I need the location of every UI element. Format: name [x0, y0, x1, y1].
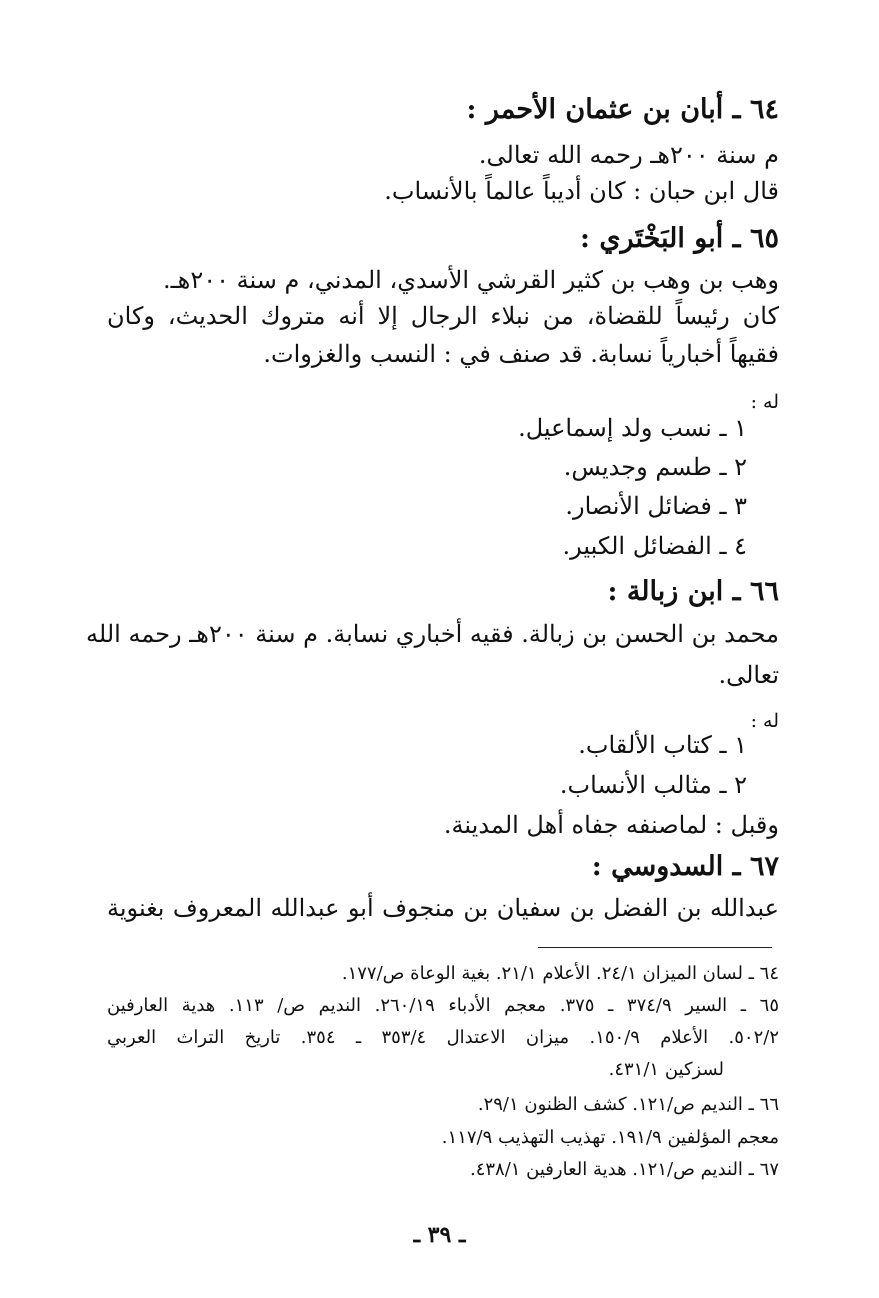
entry-64-death-line: م سنة ٢٠٠هـ رحمه الله تعالى. [478, 141, 779, 169]
footnote-67: ٦٧ ـ النديم ص/١٢١. هدية العارفين ٤٣٨/١. [469, 1159, 779, 1180]
entry-65-bio-line-2: فقيهاً أخبارياً نسابة. قد صنف في : النسب والغزوات. [263, 340, 779, 368]
entry-66-bio-line-2: تعالى. [718, 661, 779, 689]
entry-64-quote-line: قال ابن حبان : كان أديباً عالماً بالأنساب. [384, 177, 779, 205]
entry-65-work-4: ٤ ـ الفضائل الكبير. [562, 532, 747, 560]
footnote-65-line-3: لسزكين ٤٣١/١. [608, 1059, 724, 1080]
entry-66-work-2: ٢ ـ مثالب الأنساب. [559, 771, 747, 799]
entry-65-heading: ٦٥ ـ أبو البَخْتَري : [580, 223, 779, 254]
entry-65-bio-line-1: كان رئيساً للقضاة، من نبلاء الرجال إلا أنه متروك الحديث، وكان [107, 302, 779, 330]
page-number: ـ ٣٩ ـ [413, 1222, 466, 1248]
entry-67-bio-line-1: عبدالله بن الفضل بن سفيان بن منجوف أبو عبدالله المعروف بغنوية [107, 894, 779, 922]
entry-67-heading: ٦٧ ـ السدوسي : [591, 851, 779, 882]
footnote-64: ٦٤ ـ لسان الميزان ٢٤/١. الأعلام ٢١/١. بغية الوعاة ص/١٧٧. [341, 963, 779, 984]
entry-65-work-1: ١ ـ نسب ولد إسماعيل. [518, 414, 747, 442]
entry-65-lahu-label: له : [750, 391, 779, 413]
entry-66-bio-line-1: محمد بن الحسن بن زبالة. فقيه أخباري نسابة. م سنة ٢٠٠هـ رحمه الله [86, 620, 779, 648]
entry-65-work-3: ٣ ـ فضائل الأنصار. [565, 492, 747, 520]
footnote-65-line-1: ٦٥ ـ السير ٣٧٤/٩ ـ ٣٧٥. معجم الأدباء ٢٦٠/١٩. النديم ص/ ١١٣. هدية العارفين [107, 995, 779, 1016]
entry-66-note: وقبل : لماصنفه جفاه أهل المدينة. [443, 811, 779, 839]
footnote-separator [538, 947, 772, 948]
footnote-65-line-2: ٥٠٢/٢. الأعلام ١٥٠/٩. ميزان الاعتدال ٣٥٣/٤ ـ ٣٥٤. تاريخ التراث العربي [107, 1027, 779, 1048]
entry-66-work-1: ١ ـ كتاب الألقاب. [578, 731, 747, 759]
entry-65-work-2: ٢ ـ طسم وجديس. [563, 453, 747, 481]
entry-66-heading: ٦٦ ـ ابن زبالة : [607, 576, 779, 607]
footnote-66-line-2: معجم المؤلفين ١٩١/٩. تهذيب التهذيب ١١٧/٩. [441, 1127, 779, 1148]
entry-64-heading: ٦٤ ـ أبان بن عثمان الأحمر : [466, 94, 779, 125]
footnote-66-line-1: ٦٦ ـ النديم ص/١٢١. كشف الظنون ٢٩/١. [477, 1094, 779, 1115]
entry-66-lahu-label: له : [750, 710, 779, 732]
entry-65-name-line: وهب بن وهب بن كثير القرشي الأسدي، المدني، م سنة ٢٠٠هـ. [163, 266, 779, 294]
